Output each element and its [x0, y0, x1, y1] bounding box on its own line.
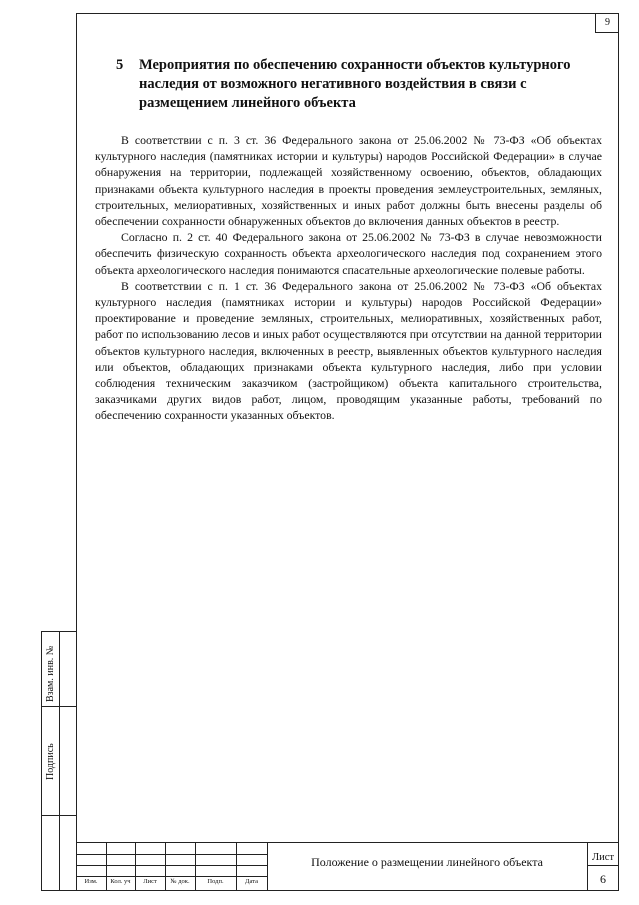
- sheet-number: 6: [600, 872, 606, 886]
- body-text: [95, 132, 602, 424]
- sheet-label: Лист: [592, 852, 614, 863]
- paragraph: Согласно п. 2 ст. 40 Федерального закона от 25.06.2002 № 73-ФЗ в случае невозможности обеспечить физическую сохранность объекта археологического наследия под сохранением этого объекта археологического наследия понимаются спасательные археологические полевые работы.: [95, 230, 602, 277]
- strip-label-sign: Подпись: [45, 743, 56, 780]
- col-doc-no: № док.: [170, 878, 190, 885]
- page-number: 9: [595, 13, 619, 33]
- col-list: Лист: [143, 878, 157, 885]
- col-izm: Изм.: [84, 878, 98, 885]
- col-date: Дата: [245, 878, 258, 885]
- col-kol-uch: Кол. уч: [110, 878, 131, 885]
- strip-label-inv: Взам. инв. №: [45, 645, 56, 702]
- title-block: [76, 842, 619, 891]
- paragraph: В соответствии с п. 3 ст. 36 Федерального закона от 25.06.2002 № 73-ФЗ «Об объектах культурного наследия (памятниках истории и культуры) народов Российской Федерации» в случае обнаружения на территории, подлежащей хозяйственному освоению, объектов, обладающих признаками объекта культурного наследия в проекты проведения землеустроительных, земляных, строительных, мелиоративных, хозяйственных и иных работ должны быть внесены разделы об обеспечении сохранности обнаруженных объектов до включения данных объектов в реестр.: [95, 133, 602, 229]
- section-number: 5: [116, 57, 124, 73]
- binding-strip: [41, 631, 76, 891]
- section-title: Мероприятия по обеспечению сохранности объектов культурного наследия от возможного негативного воздействия в связи с размещением линейного объекта: [139, 57, 571, 111]
- paragraph: В соответствии с п. 1 ст. 36 Федерального закона от 25.06.2002 № 73-ФЗ «Об объектах культурного наследия (памятниках истории и культуры) народов Российской Федерации» проектирование и проведение земляных, строительных, мелиоративных, хозяйственных работ, работ по использованию лесов и иных работ осуществляются при отсутствии на данной территории объектов культурного наследия, включенных в реестр, выявленных объектов культурного наследия или объектов, обладающих признаками объекта культурного наследия, либо при условии соблюдения техническим заказчиком (застройщиком) объекта капитального строительства, заказчиками других видов работ, лицом, проводящим указанные работы, требований по обеспечению сохранности указанных объектов.: [95, 278, 602, 423]
- col-sign: Подп.: [207, 878, 224, 885]
- document-title: Положение о размещении линейного объекта: [311, 855, 543, 869]
